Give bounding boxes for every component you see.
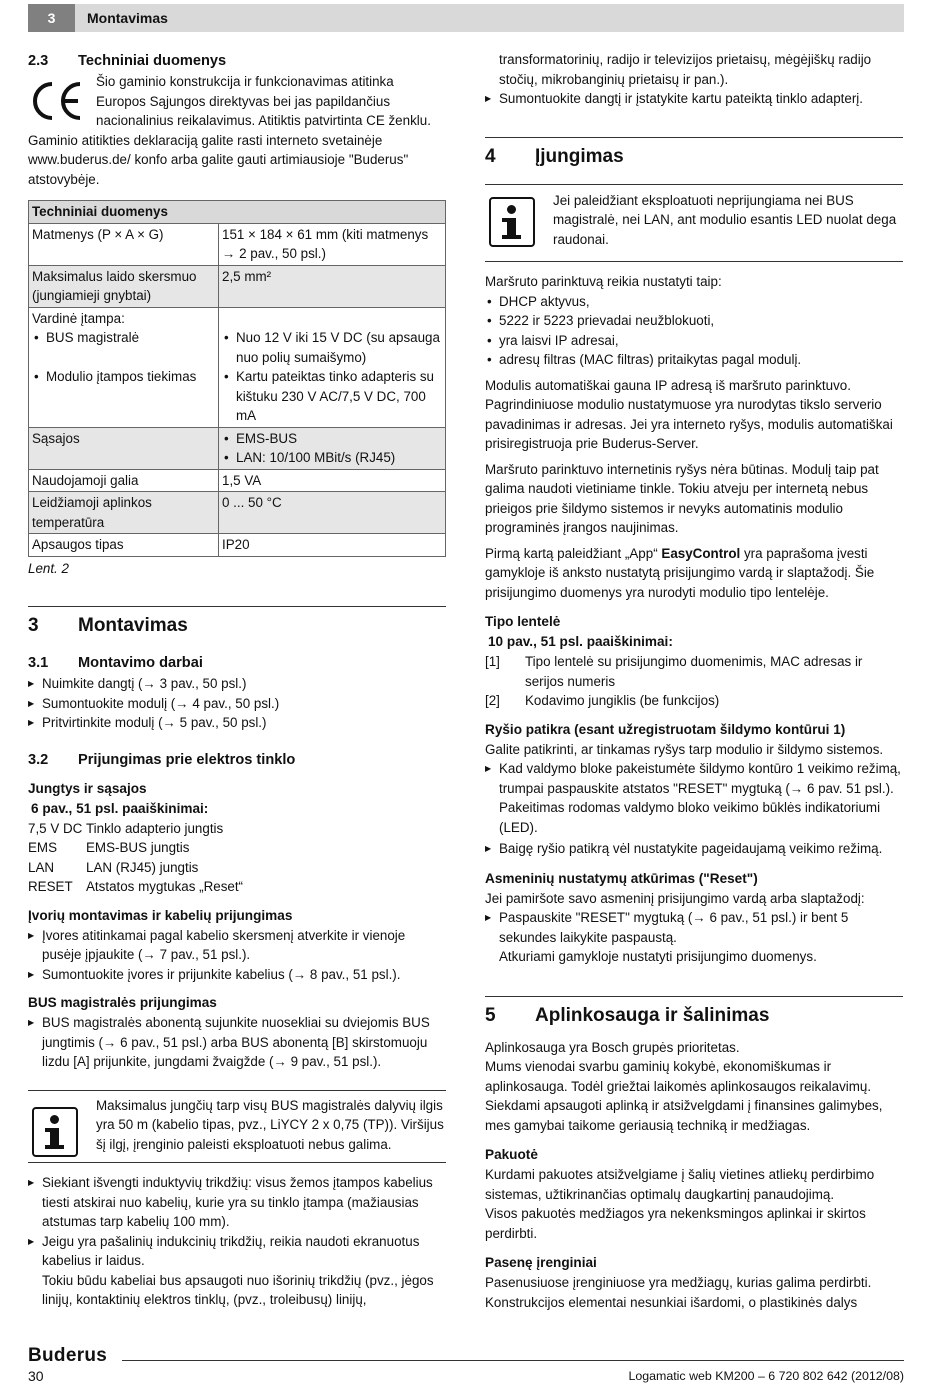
env-paragraph-1: Aplinkosauga yra Bosch grupės prioritetas. <box>485 1039 740 1055</box>
page-header <box>28 4 904 32</box>
section-4-heading: 4 Įjungimas <box>485 145 624 167</box>
cover-step: ▶ Sumontuokite dangtį ir įstatykite kartu pateiktą tinklo adapterį. <box>485 89 903 109</box>
right-column <box>485 50 903 1312</box>
packaging-text-1: Kurdami pakuotes atsižvelgiame į šalių vietines atliekų perdirbimo sistemas, užtikrinančias optimalų daugkartinį panaudojimą. <box>485 1167 875 1202</box>
table-row: Vardinė įtampa: • BUS magistralė • Modulio įtampos tiekimas • Nuo 12 V iki 15 V DC (su apsauga nuo polių sumaišymo) • Kartu pateiktas tinko adapteris su kištuku 230 V AC/7,5 V DC, 700 mA <box>29 307 446 427</box>
router-list: • DHCP aktyvus, • 5222 ir 5223 prievadai neužblokuoti, • yra laisvi IP adresai, • adresų filtras (MAC filtras) pritaikytas pagal modulį. <box>485 292 903 370</box>
ce-text: Šio gaminio konstrukcija ir funkcionavimas atitinka Europos Sąjungos direktyvas bei jas papildančius nacionalinius reikalavimus. Atitiktis patvirtinta CE ženklu. Gaminio atitikties deklaraciją galite rasti interneto svetainėje www.buderus.de/ konfo arba galite gauti artimiausioje "Buderus" atstovybėje. <box>28 74 431 187</box>
section-3-1-heading: 3.1 Montavimo darbai <box>28 655 203 671</box>
ce-mark-icon <box>28 78 88 124</box>
reset-text: Jei pamiršote savo asmeninį prisijungimo vardą arba slaptažodį: <box>485 890 865 906</box>
reset-heading: Asmeninių nustatymų atkūrimas ("Reset") <box>485 870 758 886</box>
connections-heading: Jungtys ir sąsajos <box>28 780 147 796</box>
app-paragraph: Pirmą kartą paleidžiant „App“ EasyControl yra paprašoma įvesti gamykloje iš anksto nustatytą prisijungimo vardą ir slaptažodį. Šie prisijungimo duomenys yra nurodyti modulio tipo lentelėje. <box>485 545 875 600</box>
env-paragraph-2: Mums vienodai svarbu gaminių kokybė, ekonomiškumas ir aplinkosauga. Todėl griežtai laikomės aplinkosaugos reikalavimų. Siekdami apsaugoti aplinką ir atsižvelgdami į finansines galimybes, mes gamybai taikome geriausią techniką ir medžiagas. <box>485 1059 883 1133</box>
footer-rule <box>122 1360 904 1361</box>
section-5-heading: 5 Aplinkosauga ir šalinimas <box>485 1004 770 1026</box>
bus-heading: BUS magistralės prijungimas <box>28 995 217 1010</box>
section-3-heading: 3 Montavimas <box>28 615 188 636</box>
packaging-text-2: Visos pakuotės medžiagos yra nekenksmingos aplinkai ir skirtos perdirbti. <box>485 1206 866 1241</box>
connection-check-heading: Ryšio patikra (esant užregistruotam šildymo kontūrui 1) <box>485 721 846 737</box>
table-row: Maksimalus laido skersmuo (jungiamieji gnybtai) 2,5 mm² <box>29 265 446 307</box>
ce-paragraph <box>28 72 446 189</box>
technical-data-table <box>28 200 446 557</box>
cable-steps: ▶ Įvores atitinkamai pagal kabelio skersmenį atverkite ir vienoje pusėje įpjaukite (→ 7 pav., 51 psl.). ▶ Sumontuokite įvores ir prijunkite kabelius (→ 8 pav., 51 psl.). <box>28 926 446 985</box>
left-column <box>28 50 446 1310</box>
table-row: Naudojamoji galia 1,5 VA <box>29 469 446 492</box>
connection-check-steps: ▶ Kad valdymo bloke pakeistumėte šildymo kontūro 1 veikimo režimą, trumpai paspauskite atstatos "RESET" mygtuką (→ 6 pav. 51 psl.). Pakeitimas rodomas valdymo bloko veikimo būklės indikatoriumi (LED). ▶ Baigę ryšio patikrą vėl nustatykite pageidaujamą veikimo režimą. <box>485 759 903 859</box>
section-2-3-heading: 2.3 Techniniai duomenys <box>28 53 227 69</box>
emi-extra: Tokiu būdu kabeliai bus apsaugoti nuo išorinių trikdžių (pvz., jėgos linijų, kontaktinių elektros tinklų, (pvz., troleibusų) linijų, <box>42 1272 434 1307</box>
connections-sub: 6 pav., 51 psl. paaiškinimai: <box>31 800 209 816</box>
type-plate-heading: Tipo lentelė <box>485 614 561 629</box>
table-row: Matmenys (P × A × G) 151 × 184 × 61 mm (kiti matmenys → 2 pav., 50 psl.) <box>29 223 446 265</box>
table-row: Sąsajos • EMS-BUS • LAN: 10/100 MBit/s (RJ45) <box>29 427 446 469</box>
cable-heading: Įvorių montavimas ir kabelių prijungimas <box>28 907 293 923</box>
table-header: Techniniai duomenys <box>29 201 446 224</box>
packaging-heading: Pakuotė <box>485 1147 538 1162</box>
emi-steps: ▶ Siekiant išvengti induktyvių trikdžių: visus žemos įtampos kabelius tiesti atskirai nuo kabelių, kurie yra su tinklo įtampa (mažiausias atstumas tarp kabelių 100 mm). ▶ Jeigu yra pašalinių indukcinių trikdžių, reikia naudoti ekranuotus kabelius ir laidus. <box>28 1173 446 1271</box>
connection-check-text: Galite patikrinti, ar tinkamas ryšys tarp modulio ir šildymo sistemos. <box>485 741 884 757</box>
table-caption: Lent. 2 <box>28 560 69 576</box>
router-intro: Maršruto parinktuvą reikia nustatyti taip: <box>485 274 722 289</box>
bus-note: Maksimalus jungčių tarp visų BUS magistralės dalyvių ilgis yra 50 m (kabelio tipas, pvz., LiYCY 2 x 0,75 (TP)). Viršijus šį ilgį, įrenginio paleisti eksploatuoti nebus galima. <box>28 1091 446 1163</box>
table-row: Apsaugos tipas IP20 <box>29 534 446 557</box>
reset-steps: ▶ Paspauskite "RESET" mygtuką (→ 6 pav., 51 psl.) ir bent 5 sekundes laikykite paspaustą. Atkuriami gamykloje nustatyti prisijungimo duomenys. <box>485 908 903 967</box>
chapter-title: Montavimas <box>87 10 168 26</box>
buderus-logo: Buderus <box>28 1345 108 1366</box>
old-devices-heading: Pasenę įrenginiai <box>485 1255 597 1270</box>
connections-list: 7,5 V DC Tinklo adapterio jungtis EMS EMS-BUS jungtis LAN LAN (RJ45) jungtis RESET Atstatos mygtukas „Reset“ <box>28 820 244 894</box>
info-icon <box>489 197 535 247</box>
old-devices-text: Pasenusiuose įrenginiuose yra medžiagų, kurias galima perdirbti. Konstrukcijos elementai nesunkiai išardomi, o plastikinės dalys <box>485 1275 872 1310</box>
type-plate-list: [1] Tipo lentelė su prisijungimo duomenimis, MAC adresas ir serijos numeris [2] Kodavimo jungiklis (be funkcijos) <box>485 654 863 708</box>
table-row: Leidžiamoji aplinkos temperatūra 0 ... 50 °C <box>29 492 446 534</box>
local-paragraph: Maršruto parinktuvo internetinis ryšys nėra būtinas. Modulį taip pat galima naudoti vietiniame tinkle. Tokiu atveju per internetą nebus prieigos prie šildymo sistemos ir nevyks automatinis modulio programinės įrangos naujinimas. <box>485 461 879 535</box>
mount-steps: ▶ Nuimkite dangtį (→ 3 pav., 50 psl.) ▶ Sumontuokite modulį (→ 4 pav., 50 psl.) ▶ Pritvirtinkite modulį (→ 5 pav., 50 psl.) <box>28 674 446 733</box>
ip-paragraph: Modulis automatiškai gauna IP adresą iš maršruto parinktuvo. Pagrindiniuose modulio nustatymuose yra nurodytas tikslo serverio pavadinimas ir adresas. Jei yra interneto ryšys, modulis automatiškai prisiregistruoja prie Buderus-Server. <box>485 377 893 451</box>
section-3-2-heading: 3.2 Prijungimas prie elektros tinklo <box>28 751 296 768</box>
document-id: Logamatic web KM200 – 6 720 802 642 (2012/08) <box>628 1369 904 1383</box>
bus-steps: ▶ BUS magistralės abonentą sujunkite nuosekliai su dviejomis BUS jungtimis (→ 6 pav., 51 psl.) arba BUS abonentą [B] skirstomuoju lizdu [A] prijunkite, jungdami žvaigžde (→ 9 pav., 51 psl.). <box>28 1013 446 1072</box>
continued-text: transformatorinių, radijo ir televizijos prietaisų, mėgėjiškų radijo stočių, mikrobanginių prietaisų ir pan.). <box>499 52 872 87</box>
page-number: 30 <box>28 1368 44 1384</box>
type-plate-sub: 10 pav., 51 psl. paaiškinimai: <box>488 634 673 649</box>
chapter-number: 3 <box>28 4 75 32</box>
led-note: Jei paleidžiant eksploatuoti neprijungiama nei BUS magistralė, nei LAN, ant modulio esantis LED nuolat dega raudonai. <box>485 185 903 262</box>
info-icon <box>32 1107 78 1157</box>
